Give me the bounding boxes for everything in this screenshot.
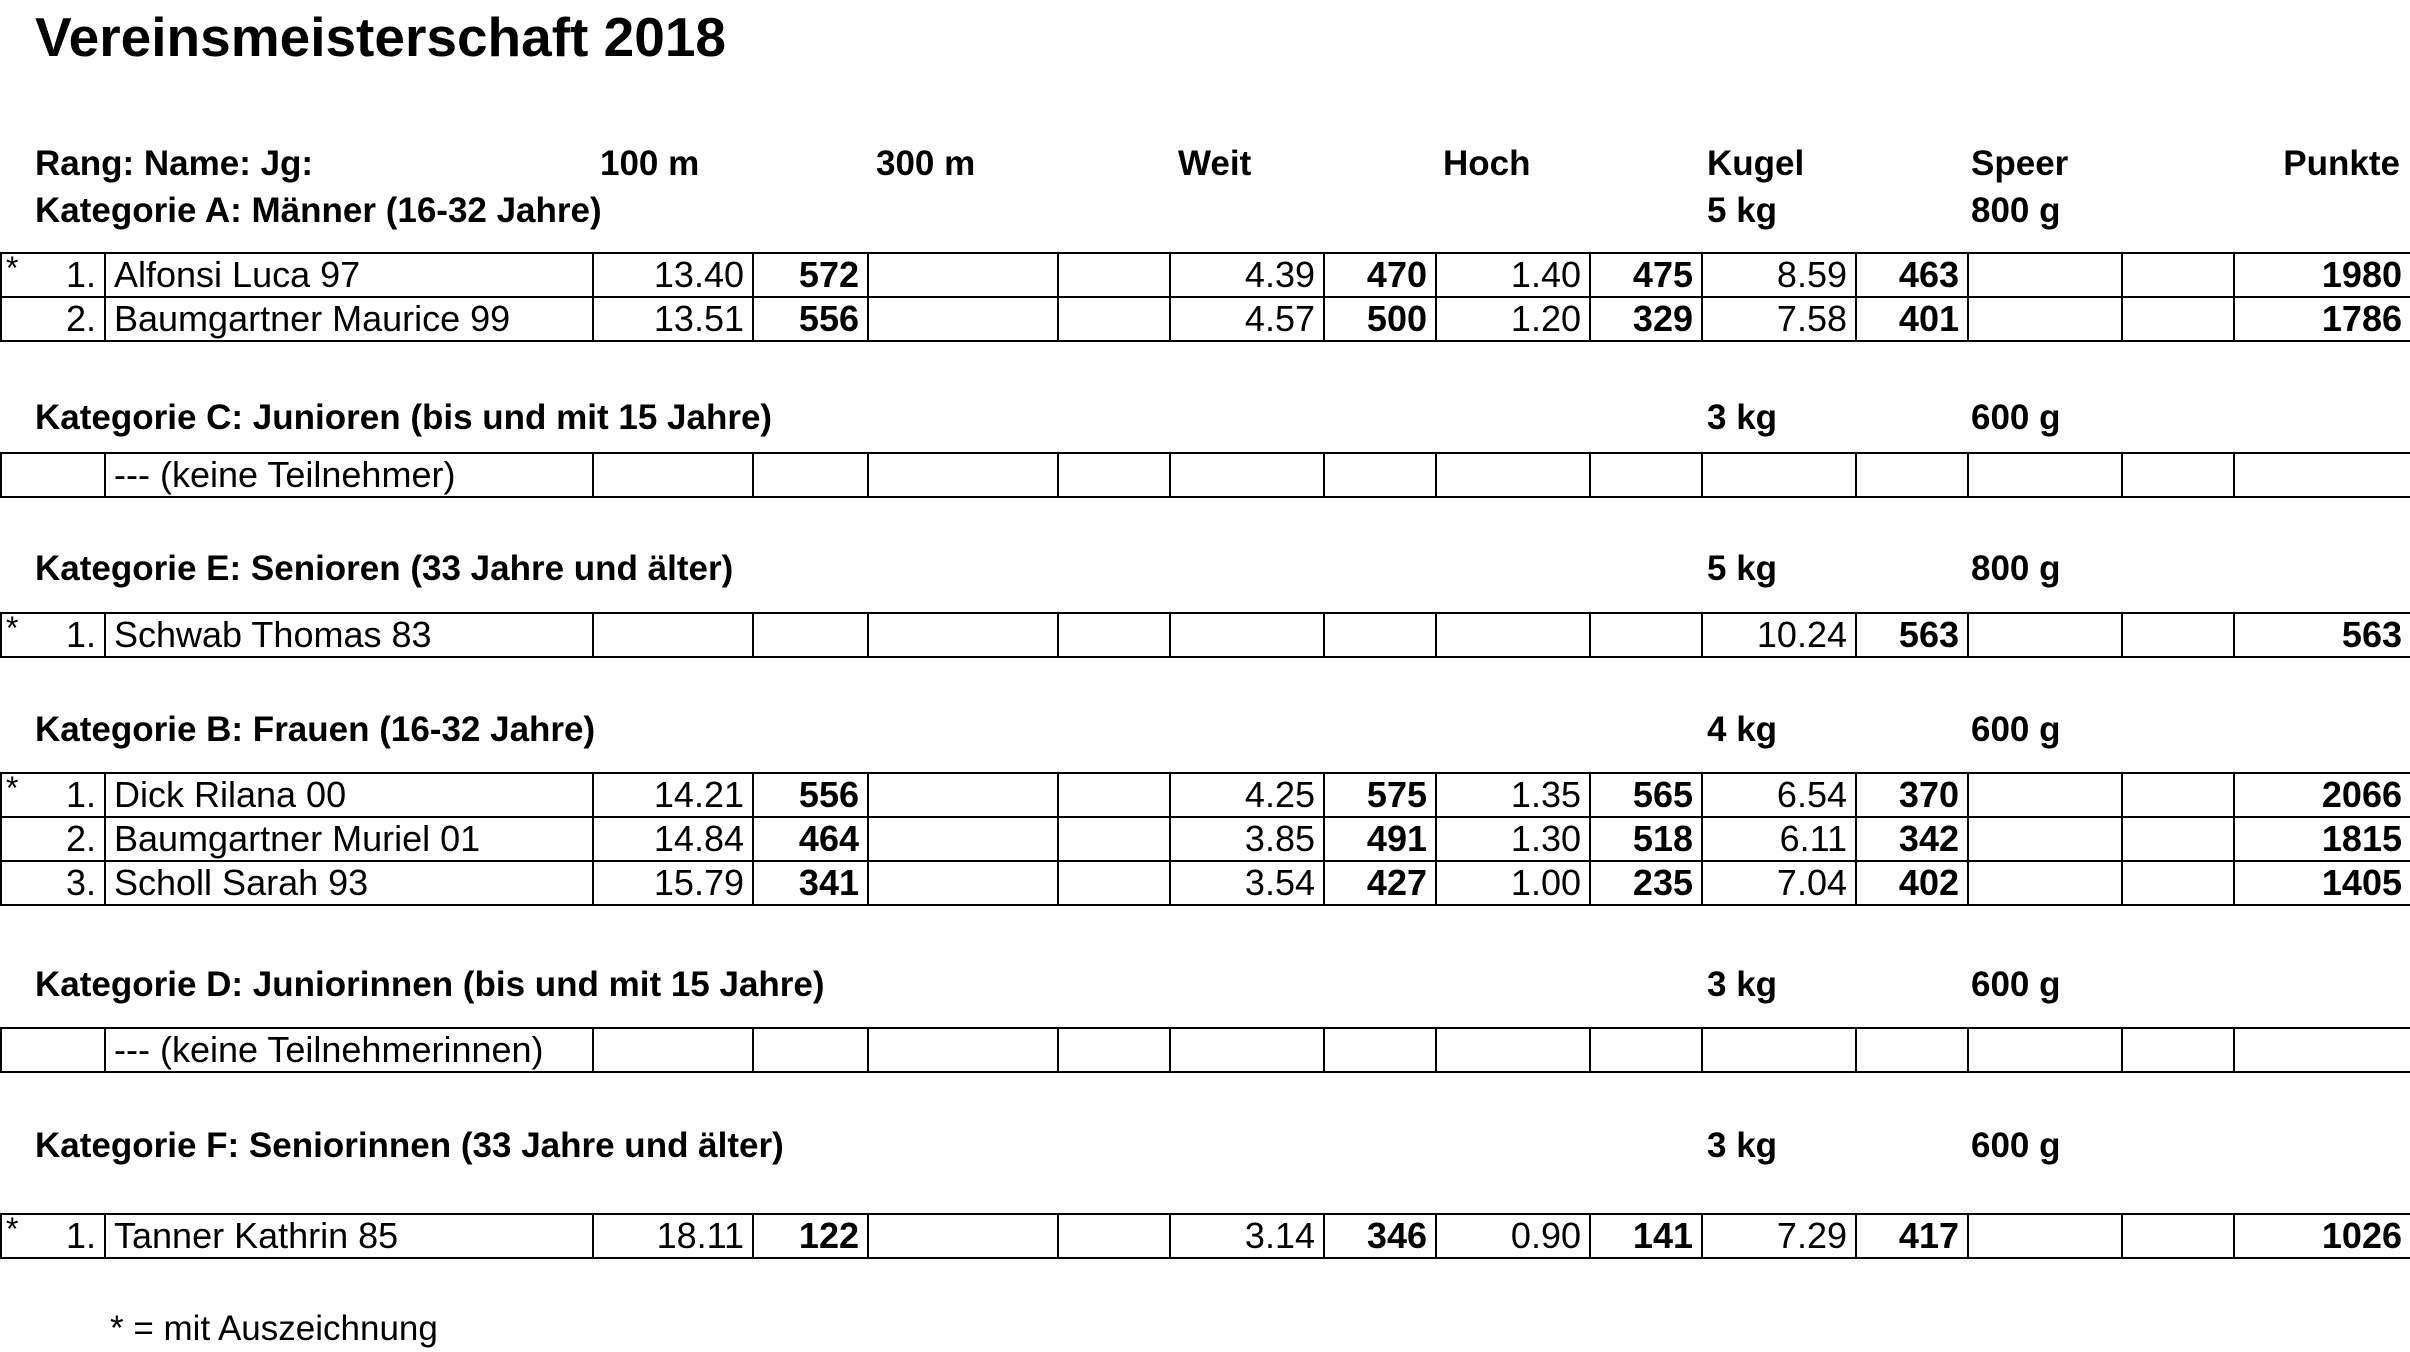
cell-hoch-points (1590, 613, 1702, 657)
cell-weit-points: 491 (1324, 817, 1436, 861)
category-title: Kategorie D: Juniorinnen (bis und mit 15 Jahre) (35, 965, 825, 1004)
cell-hoch-points: 235 (1590, 861, 1702, 905)
cell-speer-points (2122, 297, 2234, 341)
cell-rank (1, 1028, 105, 1072)
cell-kugel-points (1856, 453, 1968, 497)
table-row (1, 861, 2410, 905)
cell-rank (1, 613, 105, 657)
cell-hoch-points: 565 (1590, 773, 1702, 817)
cell-kugel-result (1702, 1028, 1856, 1072)
cell-kugel-points: 342 (1856, 817, 1968, 861)
header-hoch: Hoch (1443, 144, 1531, 183)
header-punkte: Punkte (2283, 144, 2400, 183)
cell-100m-points: 556 (753, 773, 868, 817)
results-table (0, 772, 2410, 906)
cell-weit-result: 3.54 (1170, 861, 1324, 905)
cell-name: Baumgartner Muriel 01 (105, 817, 593, 861)
cell-300m-points (1058, 773, 1170, 817)
cell-name: --- (keine Teilnehmerinnen) (105, 1028, 593, 1072)
cell-rank (1, 773, 105, 817)
cell-hoch-result: 1.20 (1436, 297, 1590, 341)
award-star: * (6, 1214, 19, 1247)
cell-kugel-points: 563 (1856, 613, 1968, 657)
table-row (1, 773, 2410, 817)
cell-100m-time: 13.51 (593, 297, 753, 341)
results-table (0, 1213, 2410, 1259)
cell-name: Baumgartner Maurice 99 (105, 297, 593, 341)
cell-100m-points: 464 (753, 817, 868, 861)
category-kugel-weight: 4 kg (1707, 710, 1778, 749)
cell-total-points: 1980 (2234, 253, 2410, 297)
cell-weit-result (1170, 1028, 1324, 1072)
cell-speer-points (2122, 1028, 2234, 1072)
table-row (1, 1028, 2410, 1072)
cell-100m-time: 18.11 (593, 1214, 753, 1258)
cell-speer-result (1968, 1028, 2122, 1072)
cell-speer-points (2122, 613, 2234, 657)
cell-kugel-points: 463 (1856, 253, 1968, 297)
cell-kugel-points: 402 (1856, 861, 1968, 905)
cell-weit-result: 3.85 (1170, 817, 1324, 861)
rank-label: 2. (65, 818, 96, 859)
cell-300m-time (868, 297, 1058, 341)
category-kugel-weight: 3 kg (1707, 965, 1778, 1004)
cell-kugel-result: 7.29 (1702, 1214, 1856, 1258)
cell-kugel-result: 6.54 (1702, 773, 1856, 817)
category-title: Kategorie B: Frauen (16-32 Jahre) (35, 710, 596, 749)
cell-speer-result (1968, 1214, 2122, 1258)
cell-name: --- (keine Teilnehmer) (105, 453, 593, 497)
rank-label: 1. (65, 774, 96, 815)
category-speer-weight: 600 g (1971, 1126, 2061, 1165)
table-row (1, 817, 2410, 861)
cell-hoch-points: 329 (1590, 297, 1702, 341)
cell-hoch-result: 1.40 (1436, 253, 1590, 297)
cell-total-points (2234, 1028, 2410, 1072)
cell-kugel-result: 7.58 (1702, 297, 1856, 341)
cell-hoch-points: 518 (1590, 817, 1702, 861)
results-table (0, 612, 2410, 658)
cell-kugel-points: 370 (1856, 773, 1968, 817)
cell-speer-points (2122, 453, 2234, 497)
award-star: * (6, 253, 19, 286)
cell-300m-points (1058, 1028, 1170, 1072)
category-speer-weight: 600 g (1971, 398, 2061, 437)
cell-rank (1, 817, 105, 861)
cell-rank (1, 1214, 105, 1258)
cell-kugel-result (1702, 453, 1856, 497)
cell-100m-points: 556 (753, 297, 868, 341)
cell-300m-time (868, 613, 1058, 657)
cell-weit-result: 3.14 (1170, 1214, 1324, 1258)
table-row (1, 253, 2410, 297)
cell-hoch-result: 1.30 (1436, 817, 1590, 861)
cell-kugel-result: 10.24 (1702, 613, 1856, 657)
cell-hoch-result: 1.00 (1436, 861, 1590, 905)
cell-speer-result (1968, 861, 2122, 905)
cell-weit-result (1170, 453, 1324, 497)
cell-weit-points: 470 (1324, 253, 1436, 297)
rank-label: 2. (65, 298, 96, 339)
header-kugel: Kugel (1707, 144, 1805, 183)
category-speer-weight: 600 g (1971, 965, 2061, 1004)
cell-100m-time (593, 1028, 753, 1072)
category-title: Kategorie E: Senioren (33 Jahre und älter) (35, 549, 734, 588)
cell-300m-time (868, 453, 1058, 497)
cell-300m-time (868, 253, 1058, 297)
cell-300m-time (868, 773, 1058, 817)
award-star: * (6, 613, 19, 646)
cell-speer-result (1968, 613, 2122, 657)
category-speer-weight: 800 g (1971, 549, 2061, 588)
cell-name: Alfonsi Luca 97 (105, 253, 593, 297)
cell-100m-time (593, 613, 753, 657)
cell-speer-result (1968, 253, 2122, 297)
cell-weit-points (1324, 613, 1436, 657)
cell-speer-result (1968, 817, 2122, 861)
cell-100m-points (753, 1028, 868, 1072)
cell-total-points (2234, 453, 2410, 497)
rank-label: 1. (65, 1215, 96, 1256)
cell-kugel-result: 7.04 (1702, 861, 1856, 905)
cell-300m-points (1058, 253, 1170, 297)
category-kugel-weight: 3 kg (1707, 1126, 1778, 1165)
cell-rank (1, 453, 105, 497)
cell-hoch-points (1590, 1028, 1702, 1072)
cell-hoch-points: 475 (1590, 253, 1702, 297)
cell-kugel-result: 8.59 (1702, 253, 1856, 297)
cell-hoch-points: 141 (1590, 1214, 1702, 1258)
cell-weit-result (1170, 613, 1324, 657)
cell-100m-time: 14.84 (593, 817, 753, 861)
cell-weit-result: 4.39 (1170, 253, 1324, 297)
category-title: Kategorie F: Seniorinnen (33 Jahre und älter) (35, 1126, 784, 1165)
page-title: Vereinsmeisterschaft 2018 (35, 6, 726, 68)
cell-total-points: 1026 (2234, 1214, 2410, 1258)
footnote: * = mit Auszeichnung (110, 1309, 438, 1348)
category-kugel-weight: 3 kg (1707, 398, 1778, 437)
cell-name: Scholl Sarah 93 (105, 861, 593, 905)
cell-speer-points (2122, 773, 2234, 817)
cell-name: Tanner Kathrin 85 (105, 1214, 593, 1258)
cell-300m-points (1058, 1214, 1170, 1258)
cell-total-points: 563 (2234, 613, 2410, 657)
cell-weit-points: 500 (1324, 297, 1436, 341)
header-rang-name-jg: Rang: Name: Jg: (35, 144, 314, 183)
cell-hoch-points (1590, 453, 1702, 497)
category-title: Kategorie C: Junioren (bis und mit 15 Jahre) (35, 398, 773, 437)
results-table (0, 1027, 2410, 1073)
cell-hoch-result (1436, 1028, 1590, 1072)
rank-label: 1. (65, 254, 96, 295)
cell-300m-time (868, 1028, 1058, 1072)
cell-weit-points: 346 (1324, 1214, 1436, 1258)
cell-300m-points (1058, 613, 1170, 657)
cell-kugel-points (1856, 1028, 1968, 1072)
cell-100m-points: 122 (753, 1214, 868, 1258)
cell-kugel-points: 401 (1856, 297, 1968, 341)
category-title: Kategorie A: Männer (16-32 Jahre) (35, 191, 602, 230)
cell-rank (1, 253, 105, 297)
rank-label: 1. (65, 614, 96, 655)
cell-300m-points (1058, 297, 1170, 341)
cell-300m-points (1058, 861, 1170, 905)
cell-weit-points: 427 (1324, 861, 1436, 905)
cell-speer-points (2122, 861, 2234, 905)
cell-rank (1, 297, 105, 341)
results-table (0, 252, 2410, 342)
cell-300m-points (1058, 817, 1170, 861)
cell-name: Dick Rilana 00 (105, 773, 593, 817)
rank-label: 3. (65, 862, 96, 903)
cell-100m-points: 341 (753, 861, 868, 905)
cell-300m-time (868, 861, 1058, 905)
cell-speer-points (2122, 1214, 2234, 1258)
cell-hoch-result (1436, 453, 1590, 497)
cell-100m-time: 13.40 (593, 253, 753, 297)
header-weit: Weit (1178, 144, 1252, 183)
cell-weit-result: 4.57 (1170, 297, 1324, 341)
table-row (1, 1214, 2410, 1258)
cell-100m-time: 14.21 (593, 773, 753, 817)
cell-speer-points (2122, 817, 2234, 861)
cell-kugel-points: 417 (1856, 1214, 1968, 1258)
cell-100m-time: 15.79 (593, 861, 753, 905)
cell-100m-points (753, 453, 868, 497)
cell-total-points: 2066 (2234, 773, 2410, 817)
cell-300m-points (1058, 453, 1170, 497)
cell-kugel-result: 6.11 (1702, 817, 1856, 861)
header-speer: Speer (1971, 144, 2069, 183)
table-row (1, 613, 2410, 657)
table-row (1, 297, 2410, 341)
cell-total-points: 1815 (2234, 817, 2410, 861)
cell-100m-points (753, 613, 868, 657)
category-speer-weight: 600 g (1971, 710, 2061, 749)
cell-weit-points (1324, 1028, 1436, 1072)
cell-rank (1, 861, 105, 905)
cell-weit-points (1324, 453, 1436, 497)
cell-hoch-result: 0.90 (1436, 1214, 1590, 1258)
category-speer-weight: 800 g (1971, 191, 2061, 230)
award-star: * (6, 773, 19, 806)
cell-total-points: 1405 (2234, 861, 2410, 905)
header-100m: 100 m (600, 144, 700, 183)
cell-speer-result (1968, 453, 2122, 497)
cell-100m-time (593, 453, 753, 497)
cell-hoch-result (1436, 613, 1590, 657)
category-kugel-weight: 5 kg (1707, 549, 1778, 588)
cell-speer-result (1968, 297, 2122, 341)
cell-weit-points: 575 (1324, 773, 1436, 817)
cell-speer-result (1968, 773, 2122, 817)
header-300m: 300 m (876, 144, 976, 183)
cell-300m-time (868, 817, 1058, 861)
cell-100m-points: 572 (753, 253, 868, 297)
cell-hoch-result: 1.35 (1436, 773, 1590, 817)
category-kugel-weight: 5 kg (1707, 191, 1778, 230)
results-table (0, 452, 2410, 498)
table-row (1, 453, 2410, 497)
cell-name: Schwab Thomas 83 (105, 613, 593, 657)
cell-weit-result: 4.25 (1170, 773, 1324, 817)
cell-total-points: 1786 (2234, 297, 2410, 341)
cell-speer-points (2122, 253, 2234, 297)
cell-300m-time (868, 1214, 1058, 1258)
